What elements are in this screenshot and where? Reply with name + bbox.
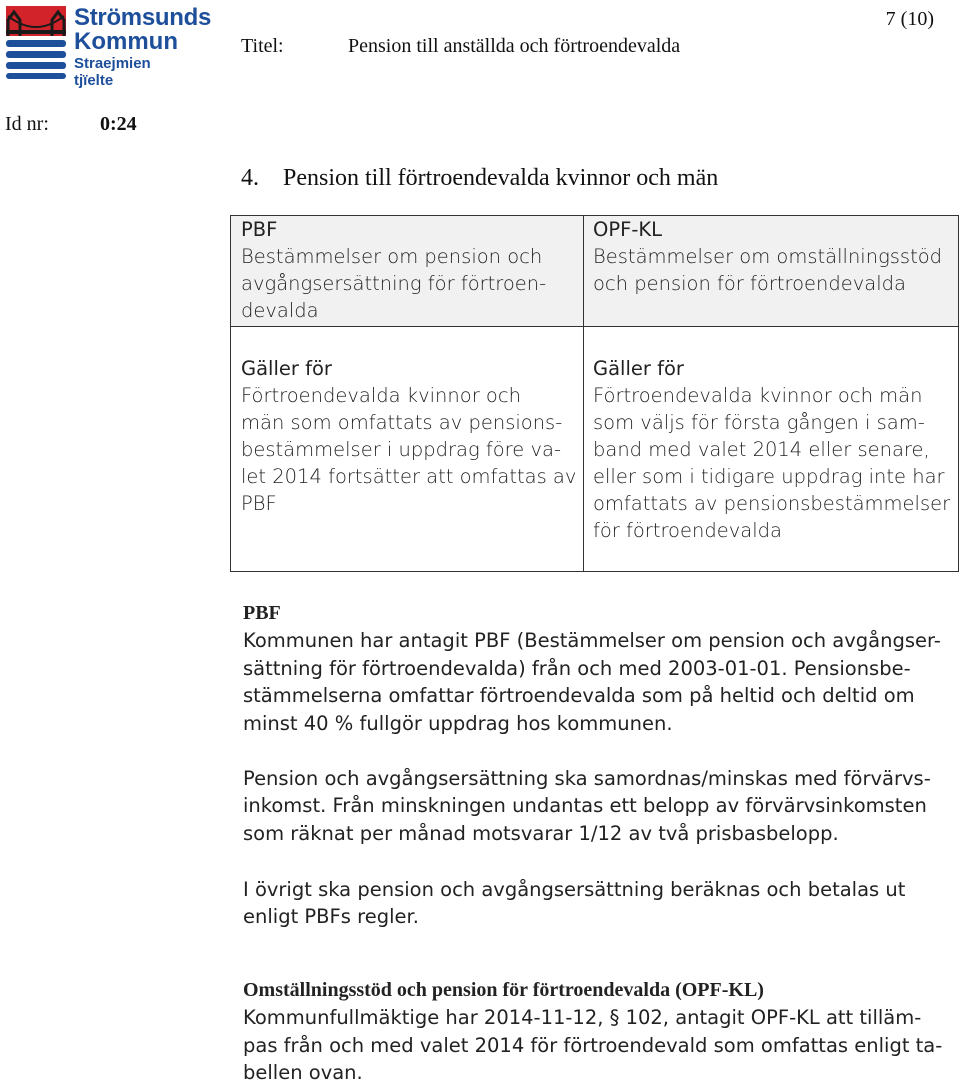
logo-name-line1: Strömsunds (74, 4, 212, 31)
paragraph-heading: Omställningsstöd och pension för förtroendevalda (OPF-KL) (243, 979, 764, 1001)
table-cell-pbf-applies (241, 355, 576, 517)
cell-label: Gäller för (593, 357, 684, 380)
cell-line: Förtroendevalda kvinnor och män (593, 384, 923, 407)
cell-line: Förtroendevalda kvinnor och (241, 384, 521, 407)
id-value: 0:24 (100, 113, 137, 135)
logo-name-line2: Kommun (74, 28, 178, 55)
table-cell-opfkl-header (593, 216, 953, 297)
cell-label: OPF-KL (593, 218, 663, 241)
cell-line: och pension för förtroendevalda (593, 272, 906, 295)
strömsunds-kommun-logo (4, 2, 212, 89)
paragraph-opfkl (243, 977, 953, 1087)
section-title: Pension till förtroendevalda kvinnor och män (283, 165, 719, 191)
paragraph-line: sättning för förtroendevalda) från och med 2003-01-01. Pensionsbe- (243, 656, 911, 680)
cell-line: devalda (241, 299, 319, 322)
paragraph-line: Pension och avgångsersättning ska samordnas/minskas med förvärvs- (243, 767, 931, 790)
table-cell-opfkl-applies (593, 355, 953, 544)
paragraph-line: bellen ovan. (243, 1061, 363, 1085)
page-number: 7 (10) (885, 8, 934, 30)
paragraph-ovrigt (243, 876, 953, 931)
title-value: Pension till anställda och förtroendevalda (348, 35, 681, 57)
cell-line: PBF (241, 492, 277, 515)
bridge-emblem-icon (4, 2, 68, 82)
cell-line: för förtroendevalda (593, 519, 782, 542)
section-number: 4. (241, 165, 259, 191)
cell-line: let 2014 fortsätter att omfattas av (241, 465, 577, 488)
paragraph-line: enligt PBFs regler. (243, 905, 419, 929)
paragraph-heading: PBF (243, 602, 281, 624)
paragraph-line: I övrigt ska pension och avgångsersättning beräknas och betalas ut (243, 878, 906, 901)
paragraph-line: Kommunfullmäktige har 2014-11-12, § 102, antagit OPF-KL att tilläm- (243, 1006, 922, 1030)
cell-line: omfattats av pensionsbestämmelser (593, 492, 951, 515)
cell-line: Bestämmelser om omställningsstöd (593, 245, 943, 268)
table-row-divider (231, 326, 958, 327)
cell-line: som väljs för första gången i sam- (593, 411, 925, 434)
paragraph-line: minst 40 % fullgör uppdrag hos kommunen. (243, 711, 673, 735)
cell-line: Bestämmelser om pension och (241, 245, 543, 268)
title-label: Titel: (241, 35, 284, 57)
cell-label: PBF (241, 218, 278, 241)
logo-tagline: Straejmien tjïelte (74, 55, 151, 89)
cell-line: män som omfattats av pensions- (241, 411, 563, 434)
paragraph-pbf (243, 600, 953, 737)
cell-label: Gäller för (241, 357, 332, 380)
paragraph-line: Kommunen har antagit PBF (Bestämmelser om pension och avgångser- (243, 629, 941, 653)
section-heading (241, 165, 718, 192)
paragraph-line: pas från och med valet 2014 för förtroendevald som omfattas enligt ta- (243, 1033, 943, 1057)
cell-line: band med valet 2014 eller senare, (593, 438, 930, 461)
table-cell-pbf-header (241, 216, 576, 324)
cell-line: eller som i tidigare uppdrag inte har (593, 465, 945, 488)
paragraph-line: som räknat per månad motsvarar 1/12 av två prisbasbelopp. (243, 821, 839, 845)
table-column-divider (583, 216, 584, 571)
paragraph-line: stämmelserna omfattar förtroendevalda som på heltid och deltid om (243, 684, 915, 708)
cell-line: avgångsersättning för förtroen- (241, 272, 547, 295)
paragraph-samordning (243, 765, 953, 847)
cell-line: bestämmelser i uppdrag före va- (241, 438, 561, 461)
comparison-table (230, 215, 959, 572)
paragraph-line: inkomst. Från minskningen undantas ett belopp av förvärvsinkomsten (243, 794, 927, 818)
id-label: Id nr: (5, 113, 49, 135)
